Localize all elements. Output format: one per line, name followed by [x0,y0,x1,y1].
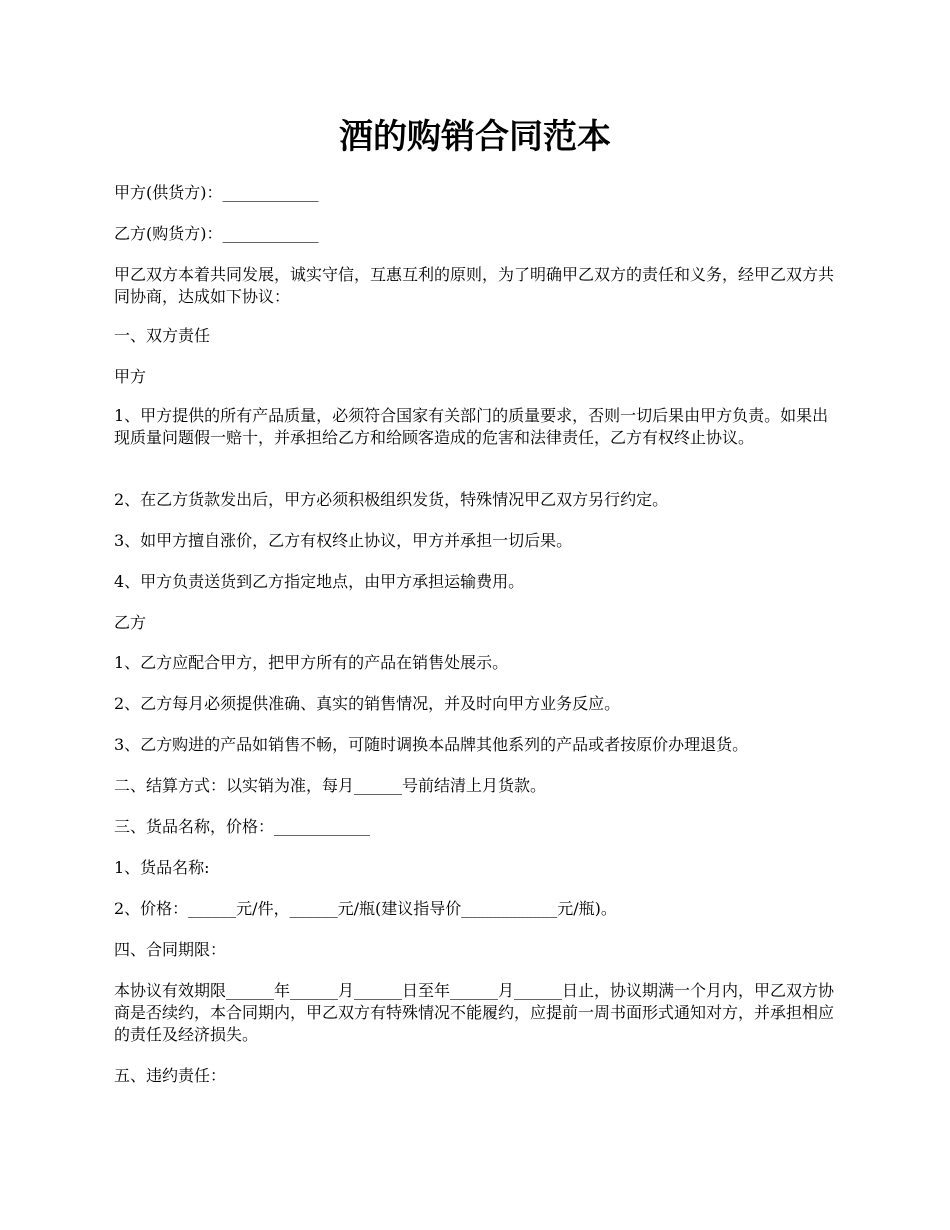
section-contract-term: 四、合同期限： [114,940,227,959]
section-heading-responsibilities: 一、双方责任 [114,326,211,345]
party-b-clause-1: 1、乙方应配合甲方，把甲方所有的产品在销售处展示。 [114,653,509,672]
party-a-line: 甲方(供货方)：____________ [114,183,319,202]
section-breach-liability: 五、违约责任： [114,1066,227,1085]
document-title: 酒的购销合同范本 [339,117,611,157]
party-a-clause-1: 1、甲方提供的所有产品质量，必须符合国家有关部门的质量要求，否则一切后果由甲方负责。如果出现质量问题假一赔十，并承担给乙方和给顾客造成的危害和法律责任，乙方有权终止协议。 [114,406,829,447]
subheading-party-b: 乙方 [114,613,147,632]
party-a-clause-4: 4、甲方负责送货到乙方指定地点，由甲方承担运输费用。 [114,572,525,591]
party-b-clause-3: 3、乙方购进的产品如销售不畅，可随时调换本品牌其他系列的产品或者按原价办理退货。 [114,735,749,754]
party-b-clause-2: 2、乙方每月必须提供准确、真实的销售情况，并及时向甲方业务反应。 [114,694,621,713]
party-a-clause-3: 3、如甲方擅自涨价，乙方有权终止协议，甲方并承担一切后果。 [114,531,573,550]
goods-name-line: 1、货品名称: [114,858,210,877]
party-b-line: 乙方(购货方)：____________ [114,224,319,243]
section-settlement: 二、结算方式：以实销为准，每月______号前结清上月货款。 [114,776,547,795]
price-line: 2、价格：______元/件，______元/瓶(建议指导价____________元/瓶)。 [114,899,617,918]
party-a-clause-2: 2、在乙方货款发出后，甲方必须积极组织发货，特殊情况甲乙双方另行约定。 [114,490,669,509]
preamble-paragraph: 甲乙双方本着共同发展，诚实守信，互惠互利的原则，为了明确甲乙双方的责任和义务，经甲乙双方共同协商，达成如下协议： [114,265,835,306]
section-goods-price: 三、货品名称，价格：____________ [114,817,371,836]
contract-term-paragraph: 本协议有效期限______年______月______日至年______月______日止，协议期满一个月内，甲乙双方协商是否续约，本合同期内，甲乙双方有特殊情况不能履约，应提前一周书面形式通知对方，并承担相应的责任及经济损失。 [114,981,835,1044]
subheading-party-a: 甲方 [114,367,147,386]
